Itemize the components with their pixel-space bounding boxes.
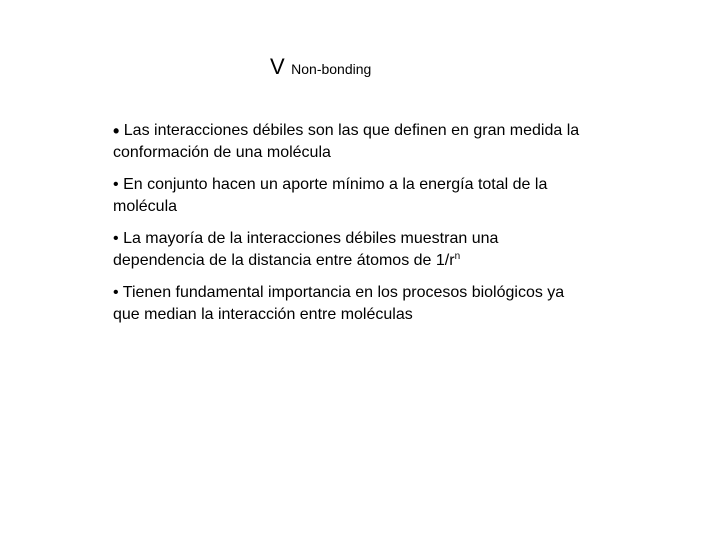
bullet-superscript: n xyxy=(454,251,461,262)
title-subscript: Non-bonding xyxy=(291,61,372,77)
bullet-text: Tienen fundamental importancia en los procesos biológicos ya que median la interacción entre moléculas xyxy=(113,284,565,323)
bullet-item xyxy=(113,120,583,164)
bullet-item xyxy=(113,228,583,272)
bullet-marker: • xyxy=(113,121,120,141)
bullet-text: La mayoría de la interacciones débiles muestran una dependencia de la distancia entre átomos de 1/r xyxy=(113,230,499,269)
bullet-marker: • xyxy=(113,284,119,301)
bullet-list xyxy=(113,120,583,336)
bullet-marker: • xyxy=(113,176,119,193)
bullet-marker: • xyxy=(113,230,119,247)
slide-title xyxy=(270,54,371,80)
bullet-text: Las interacciones débiles son las que definen en gran medida la conformación de una molécula xyxy=(113,122,580,161)
bullet-item xyxy=(113,282,583,326)
bullet-item xyxy=(113,174,583,218)
title-symbol: V xyxy=(270,54,285,79)
bullet-text: En conjunto hacen un aporte mínimo a la energía total de la molécula xyxy=(113,176,548,215)
